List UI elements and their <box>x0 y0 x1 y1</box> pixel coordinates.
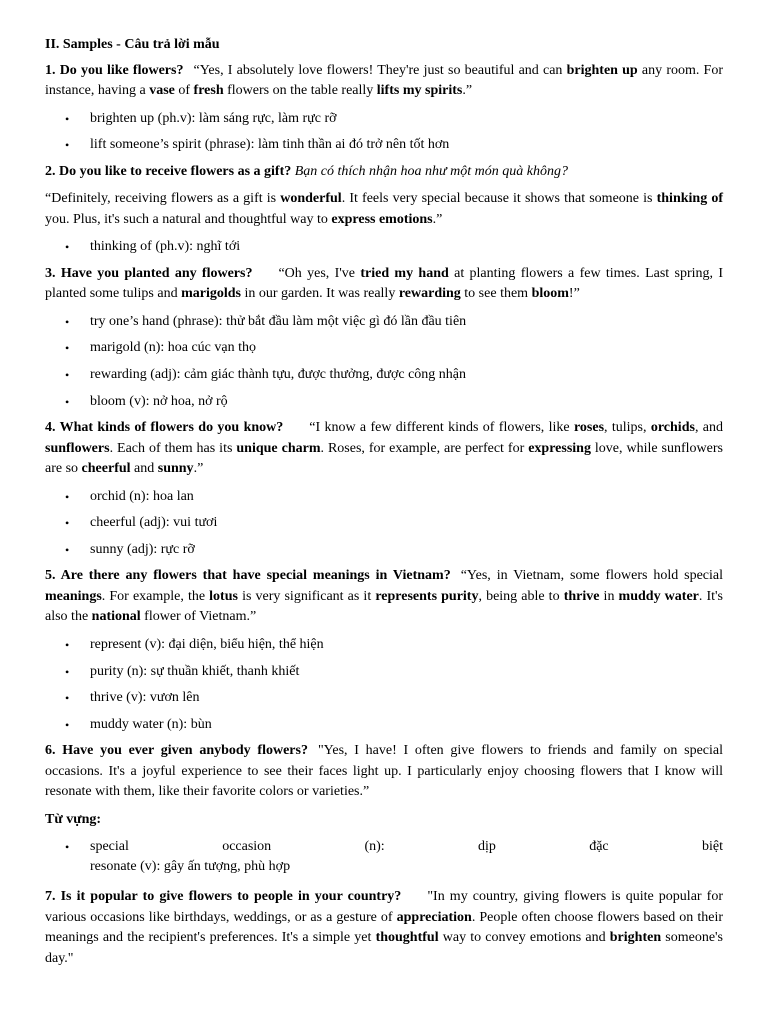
list-item: • marigold (n): hoa cúc vạn thọ <box>45 338 723 358</box>
vocab-title: Từ vựng: <box>45 811 102 827</box>
list-item: • purity (n): sự thuần khiết, thanh khiết <box>45 662 723 682</box>
list-item: • thrive (v): vươn lên <box>45 688 723 708</box>
list-item: • represent (v): đại diện, biểu hiện, thể hiện <box>45 635 723 655</box>
question-3-paragraph: 3. Have you planted any flowers? “Oh yes, I've tried my hand at planting flowers a few times. Last spring, I planted some tulips and marigolds in our garden. It was really rewarding to see them bloom!” <box>45 265 723 302</box>
list-item: • cheerful (adj): vui tươi <box>45 513 723 533</box>
vocab-list-5 <box>45 635 723 735</box>
resonate-line: resonate (v): gây ấn tượng, phù hợp <box>90 859 291 875</box>
question-1: 1. Do you like flowers? <box>45 62 184 78</box>
question-4: 4. What kinds of flowers do you know? <box>45 420 284 436</box>
question-7: 7. Is it popular to give flowers to people in your country? <box>45 889 402 905</box>
question-2: 2. Do you like to receive flowers as a gift? <box>45 163 292 179</box>
list-item <box>45 837 723 877</box>
question-5-paragraph: 5. Are there any flowers that have special meanings in Vietnam? “Yes, in Vietnam, some flowers hold special meanings. For example, the lotus is very significant as it represents purity, being able to thrive in muddy water. It's also the national flower of Vietnam.” <box>45 568 723 625</box>
vocab-list-3 <box>45 312 723 412</box>
question-7-paragraph: 7. Is it popular to give flowers to people in your country? "In my country, giving flowers is quite popular for various occasions like birthdays, weddings, or as a gesture of appreciation. People often choose flowers based on their meanings and the recipient's preferences. It's a simple yet thoughtful way to convey emotions and brighten someone's day." <box>45 889 724 966</box>
list-item: • rewarding (adj): cảm giác thành tựu, được thưởng, được công nhận <box>45 365 723 385</box>
list-item: • muddy water (n): bùn <box>45 715 723 735</box>
question-6-paragraph: 6. Have you ever given anybody flowers? "Yes, I have! I often give flowers to friends and family on special occasions. It's a joyful experience to see their faces light up. I particularly enjoy choosing flowers that I know will resonate with them, like their favorite colors or varieties.” <box>45 743 723 800</box>
question-2-translation: Bạn có thích nhận hoa như một món quà không? <box>294 163 568 179</box>
question-2-line <box>45 162 723 183</box>
vocab-list-2 <box>45 237 723 257</box>
special-occasion-line: • special occasion (n): dịp đặc biệt <box>90 839 723 855</box>
document-page <box>45 35 723 976</box>
list-item: • brighten up (ph.v): làm sáng rực, làm rực rỡ <box>45 109 723 129</box>
question-1-paragraph: 1. Do you like flowers? “Yes, I absolutely love flowers! They're just so beautiful and can brighten up any room. For instance, having a vase of fresh flowers on the table really lifts my spirits.” <box>45 62 724 98</box>
answer-2: “Definitely, receiving flowers as a gift is wonderful. It feels very special because it shows that someone is thinking of you. Plus, it's such a natural and thoughtful way to express emotions.” <box>45 191 723 227</box>
list-item: • bloom (v): nở hoa, nở rộ <box>45 392 723 412</box>
question-4-paragraph: 4. What kinds of flowers do you know? “I know a few different kinds of flowers, like roses, tulips, orchids, and sunflowers. Each of them has its unique charm. Roses, for example, are perfect for expressing love, while sunflowers are so cheerful and sunny.” <box>45 420 723 477</box>
list-item: • lift someone’s spirit (phrase): làm tinh thần ai đó trở nên tốt hơn <box>45 135 723 155</box>
section-heading: II. Samples - Câu trả lời mẫu <box>45 37 220 52</box>
list-item: • try one’s hand (phrase): thử bắt đầu làm một việc gì đó lần đầu tiên <box>45 312 723 332</box>
list-item: • orchid (n): hoa lan <box>45 487 723 507</box>
vocab-list-6 <box>45 837 723 877</box>
vocab-list-1 <box>45 109 723 156</box>
question-6: 6. Have you ever given anybody flowers? <box>45 743 308 759</box>
vocab-list-4 <box>45 487 723 560</box>
question-3: 3. Have you planted any flowers? <box>45 265 253 281</box>
list-item: • thinking of (ph.v): nghĩ tới <box>45 237 723 257</box>
question-5: 5. Are there any flowers that have special meanings in Vietnam? <box>45 568 451 584</box>
list-item: • sunny (adj): rực rỡ <box>45 540 723 560</box>
